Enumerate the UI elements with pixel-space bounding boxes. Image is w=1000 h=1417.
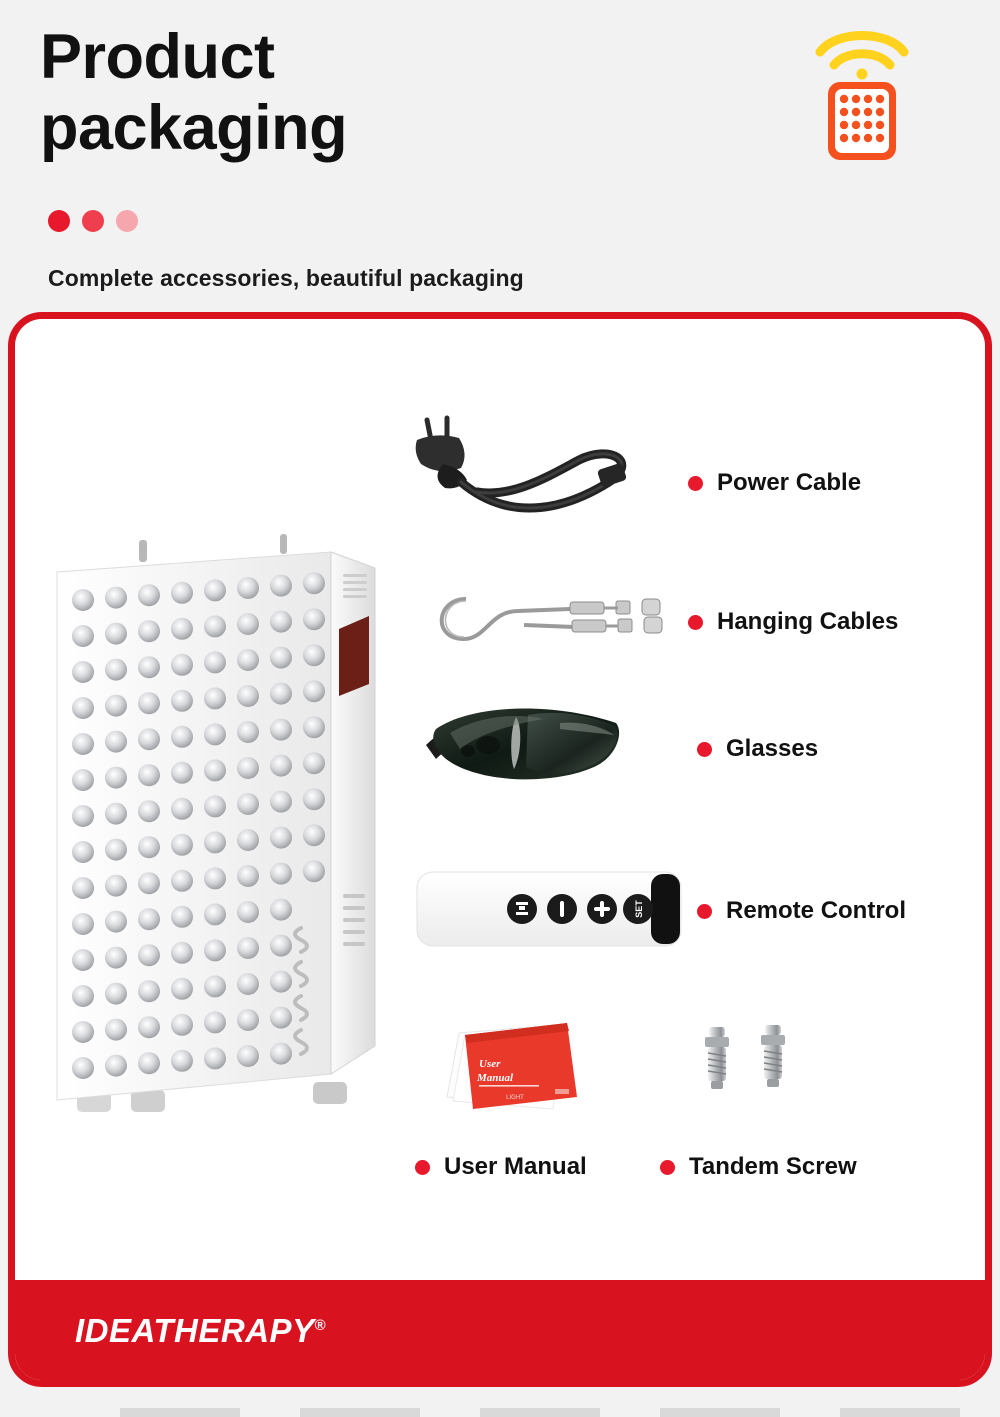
bullet-icon bbox=[660, 1160, 675, 1175]
accessory-label-remote-control bbox=[697, 897, 906, 925]
accessory-label-power-cable bbox=[688, 469, 861, 497]
user-manual-image bbox=[443, 1009, 593, 1124]
card-footer bbox=[13, 1280, 987, 1382]
decorative-dots bbox=[48, 210, 138, 232]
packaging-card-body bbox=[15, 319, 985, 1294]
strip-segment bbox=[120, 1408, 240, 1417]
strip-segment bbox=[660, 1408, 780, 1417]
accessory-label-text: User Manual bbox=[444, 1153, 587, 1180]
brand-logo bbox=[75, 1312, 326, 1350]
accessory-label-tandem-screw bbox=[660, 1153, 857, 1181]
tandem-screw-image bbox=[693, 1019, 803, 1109]
packaging-card bbox=[8, 312, 992, 1387]
strip-segment bbox=[840, 1408, 960, 1417]
page-title-line-2: packaging bbox=[40, 92, 348, 163]
bullet-icon bbox=[415, 1160, 430, 1175]
wifi-remote-icon bbox=[802, 8, 922, 163]
dot-1-icon bbox=[48, 210, 70, 232]
bullet-icon bbox=[688, 476, 703, 491]
manual-title-line-1: User bbox=[479, 1058, 501, 1070]
red-light-therapy-panel-image bbox=[43, 534, 388, 1124]
dot-2-icon bbox=[82, 210, 104, 232]
accessory-label-glasses bbox=[697, 735, 818, 763]
accessory-label-text: Glasses bbox=[726, 735, 819, 762]
bottom-strip bbox=[0, 1401, 1000, 1417]
accessory-label-text: Tandem Screw bbox=[689, 1153, 857, 1180]
bullet-icon bbox=[697, 904, 712, 919]
brand-name: IDEATHERAPY bbox=[75, 1312, 315, 1349]
trademark-symbol: ® bbox=[314, 1317, 327, 1334]
accessory-label-hanging-cables bbox=[688, 608, 898, 636]
strip-segment bbox=[300, 1408, 420, 1417]
bullet-icon bbox=[697, 742, 712, 757]
accessory-label-text: Power Cable bbox=[717, 469, 862, 496]
power-cable-image bbox=[403, 414, 655, 519]
strip-segment bbox=[480, 1408, 600, 1417]
page-title bbox=[40, 22, 347, 163]
page-title-line-1: Product bbox=[40, 22, 275, 92]
accessory-label-text: Remote Control bbox=[726, 897, 906, 924]
remote-set-label: SET bbox=[634, 900, 644, 918]
accessory-label-user-manual bbox=[415, 1153, 587, 1181]
page-subtitle: Complete accessories, beautiful packaging bbox=[48, 265, 524, 291]
bullet-icon bbox=[688, 615, 703, 630]
hanging-cable-image bbox=[420, 581, 682, 661]
remote-control-image bbox=[415, 862, 687, 957]
manual-title-line-2: Manual bbox=[477, 1072, 514, 1084]
dot-3-icon bbox=[116, 210, 138, 232]
accessory-label-text: Hanging Cables bbox=[717, 608, 899, 635]
safety-glasses-image bbox=[410, 689, 640, 799]
manual-footer-label: LIGHT bbox=[506, 1095, 524, 1101]
